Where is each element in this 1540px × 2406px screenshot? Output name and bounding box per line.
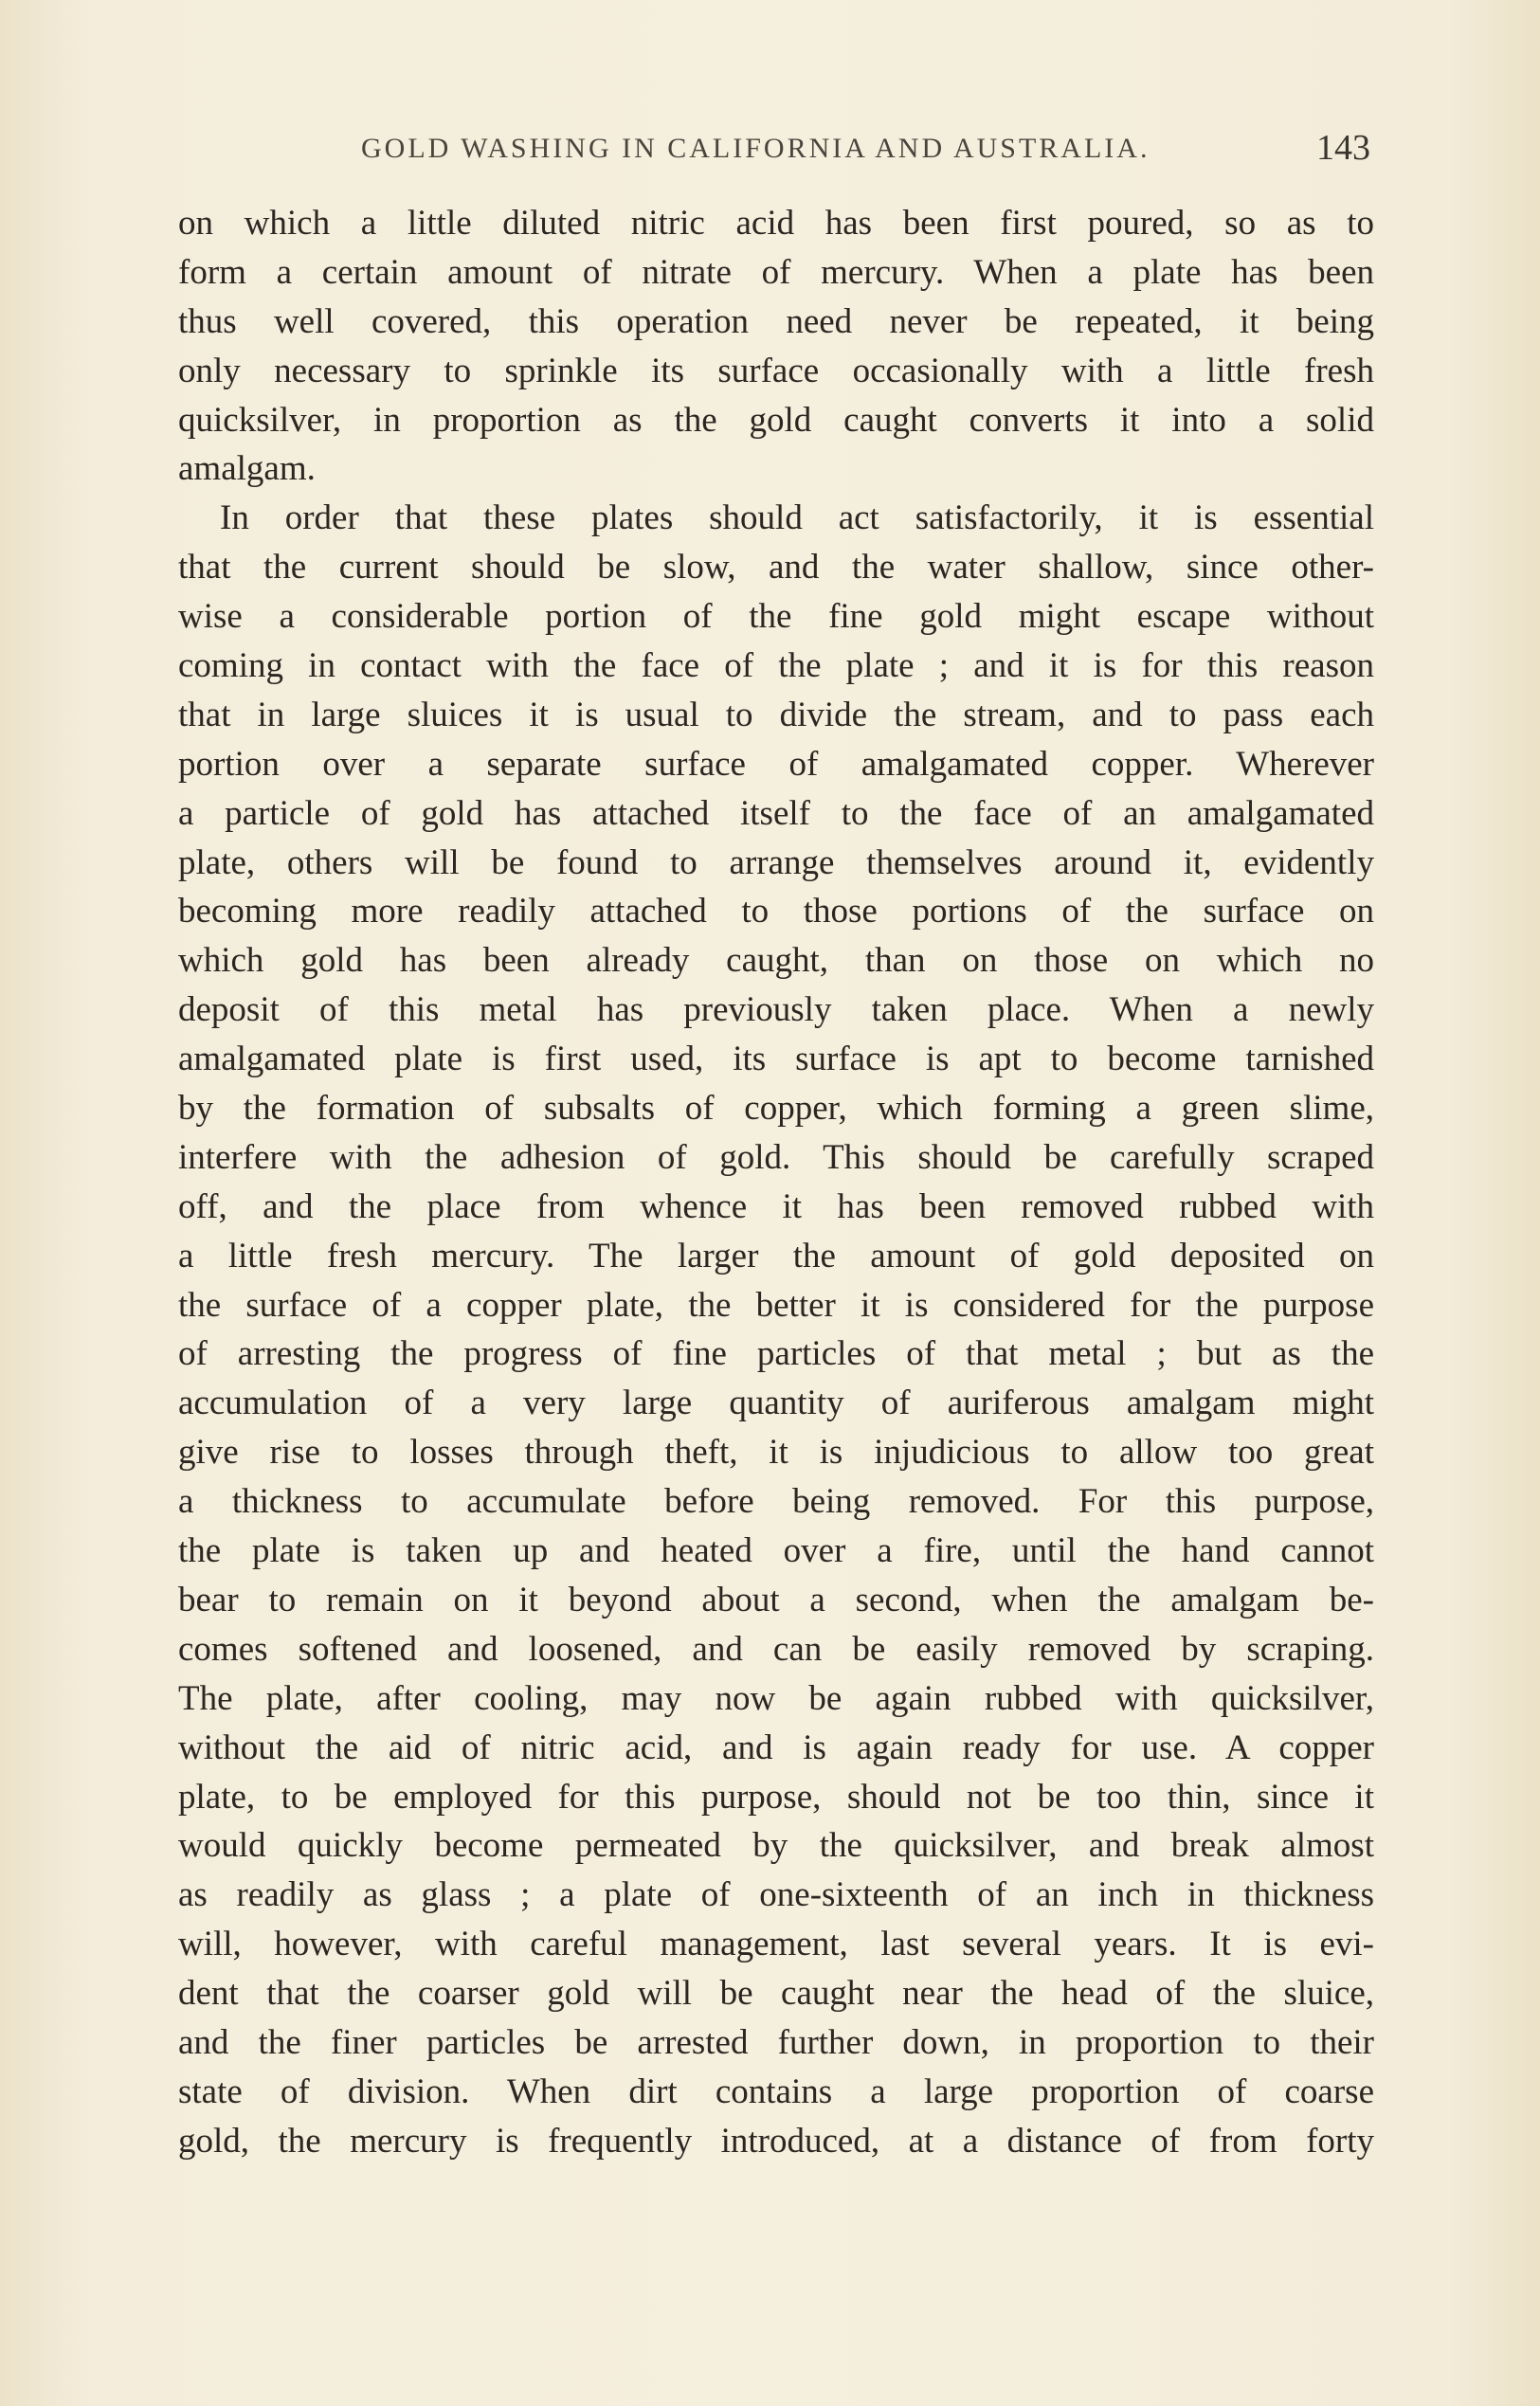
text-line: only necessary to sprinkle its surface occasionally with a little fresh	[178, 351, 1374, 390]
text-line: as readily as glass ; a plate of one-sixteenth of an inch in thickness	[178, 1875, 1374, 1915]
text-line: off, and the place from whence it has been removed rubbed with	[178, 1186, 1374, 1226]
text-line: dent that the coarser gold will be caught near the head of the sluice,	[178, 1974, 1374, 2014]
text-line: and the finer particles be arrested further down, in proportion to their	[178, 2022, 1374, 2062]
text-line: form a certain amount of nitrate of mercury. When a plate has been	[178, 252, 1374, 292]
text-line: The plate, after cooling, may now be again rubbed with quicksilver,	[178, 1678, 1374, 1718]
text-line: accumulation of a very large quantity of auriferous amalgam might	[178, 1384, 1374, 1423]
text-line: becoming more readily attached to those portions of the surface on	[178, 892, 1374, 932]
text-line: of arresting the progress of fine particles of that metal ; but as the	[178, 1334, 1374, 1374]
running-head	[176, 127, 1370, 174]
text-line: deposit of this metal has previously taken place. When a newly	[178, 990, 1374, 1030]
text-line: In order that these plates should act satisfactorily, it is essential	[220, 498, 1374, 538]
text-line: comes softened and loosened, and can be easily removed by scraping.	[178, 1629, 1374, 1669]
text-line: state of division. When dirt contains a large proportion of coarse	[178, 2071, 1374, 2111]
text-line: quicksilver, in proportion as the gold caught converts it into a solid	[178, 400, 1374, 440]
text-line: a thickness to accumulate before being removed. For this purpose,	[178, 1482, 1374, 1522]
text-line: that the current should be slow, and the water shallow, since other-	[178, 548, 1374, 588]
text-line: which gold has been already caught, than on those on which no	[178, 941, 1374, 981]
body-text	[178, 199, 1374, 2166]
paragraph	[178, 494, 1374, 2165]
text-line: coming in contact with the face of the plate ; and it is for this reason	[178, 646, 1374, 686]
running-title: GOLD WASHING IN CALIFORNIA AND AUSTRALIA.	[361, 133, 1150, 164]
text-line: would quickly become permeated by the quicksilver, and break almost	[178, 1826, 1374, 1866]
text-line: a particle of gold has attached itself to the face of an amalgamated	[178, 793, 1374, 833]
text-line: plate, others will be found to arrange themselves around it, evidently	[178, 842, 1374, 882]
text-line: by the formation of subsalts of copper, which forming a green slime,	[178, 1089, 1374, 1129]
text-line: amalgamated plate is first used, its surface is apt to become tarnished	[178, 1040, 1374, 1079]
text-line: without the aid of nitric acid, and is again ready for use. A copper	[178, 1728, 1374, 1767]
text-line: plate, to be employed for this purpose, should not be too thin, since it	[178, 1777, 1374, 1817]
page-number: 143	[1316, 128, 1370, 168]
paragraph	[178, 199, 1374, 494]
text-line: bear to remain on it beyond about a second, when the amalgam be-	[178, 1580, 1374, 1619]
text-line: the plate is taken up and heated over a fire, until the hand cannot	[178, 1531, 1374, 1571]
text-line: the surface of a copper plate, the better it is considered for the purpose	[178, 1285, 1374, 1325]
text-line: will, however, with careful management, last several years. It is evi-	[178, 1925, 1374, 1964]
text-line: that in large sluices it is usual to divide the stream, and to pass each	[178, 695, 1374, 734]
text-line: wise a considerable portion of the fine gold might escape without	[178, 597, 1374, 637]
text-line: on which a little diluted nitric acid has been first poured, so as to	[178, 204, 1374, 243]
text-line: a little fresh mercury. The larger the amount of gold deposited on	[178, 1236, 1374, 1275]
text-line: thus well covered, this operation need never be repeated, it being	[178, 301, 1374, 341]
text-line: amalgam.	[178, 449, 316, 489]
text-line: portion over a separate surface of amalgamated copper. Wherever	[178, 744, 1374, 784]
text-line: give rise to losses through theft, it is injudicious to allow too great	[178, 1433, 1374, 1473]
text-line: interfere with the adhesion of gold. This should be carefully scraped	[178, 1137, 1374, 1177]
text-line: gold, the mercury is frequently introduced, at a distance of from forty	[178, 2121, 1374, 2161]
